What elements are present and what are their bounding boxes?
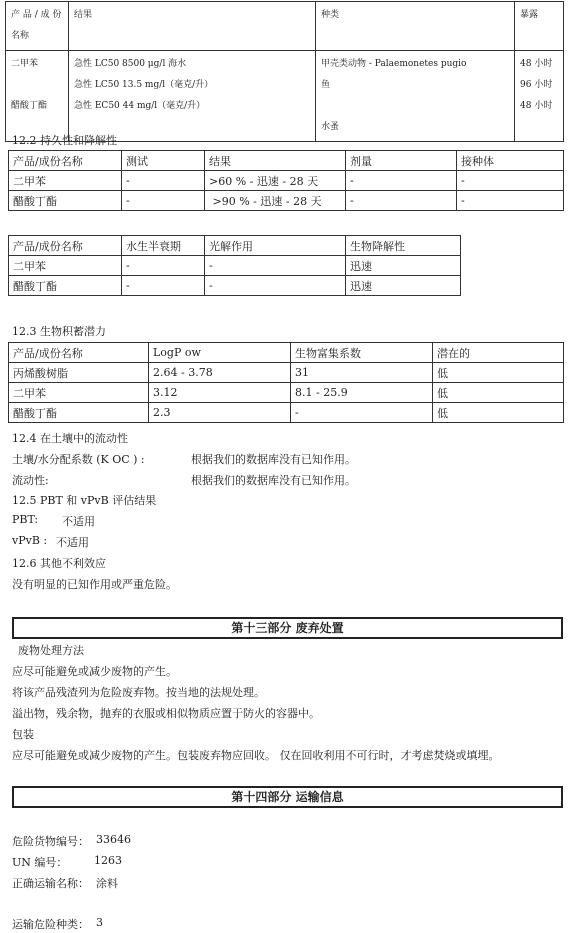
header-cell: 水生半衰期: [122, 236, 205, 256]
hazard-class-label: 运输危险种类：: [12, 918, 89, 931]
table-row: [9, 191, 564, 211]
exposure-cell: [515, 51, 564, 142]
table-row: [9, 276, 461, 296]
dg-number-label: 危险货物编号：: [12, 835, 89, 848]
header-cell: 产品/成份名称: [9, 236, 122, 256]
pbt-value: 不适用: [62, 515, 95, 528]
un-number-value: 1263: [94, 854, 122, 867]
koc-value: 根据我们的数据库没有已知作用。: [191, 453, 356, 466]
table-row: [9, 383, 564, 403]
table-cell: -: [346, 191, 457, 211]
table-header-row: [9, 343, 564, 363]
table-cell: -: [122, 191, 205, 211]
exposure-line: 48 小时: [520, 59, 553, 69]
table-cell: >60 % - 迅速 - 28 天: [205, 171, 346, 191]
header-cell: 潜在的: [433, 343, 564, 363]
species-line: 鱼: [321, 80, 331, 90]
result-line: 急性 LC50 13.5 mg/l（毫克/升）: [74, 80, 214, 90]
table-cell: 2.64 - 3.78: [149, 363, 291, 383]
result-line: 急性 EC50 44 mg/l（毫克/升）: [74, 101, 206, 111]
result-line: 急性 LC50 8500 μg/l 海水: [74, 59, 187, 69]
persistence-table: [8, 150, 564, 211]
dg-number-value: 33646: [96, 833, 131, 846]
section-12-2-heading: 12.2 持久性和降解性: [12, 134, 117, 147]
section-13-banner: 第十三部分 废弃处置: [12, 617, 563, 639]
result-cell: [69, 51, 316, 142]
species-line: 甲壳类动物 - Palaemonetes pugio: [321, 59, 467, 69]
table-cell: 低: [433, 383, 564, 403]
table-cell: -: [122, 171, 205, 191]
name-cell: [6, 51, 69, 142]
table-header-row: [9, 151, 564, 171]
header-cell: 产 品 / 成 份名称: [6, 2, 69, 51]
table-header-row: [9, 236, 461, 256]
un-number-label: UN 编号：: [12, 856, 68, 869]
section-14-banner: 第十四部分 运输信息: [12, 786, 563, 808]
table-cell: -: [457, 191, 564, 211]
header-cell: 产品/成份名称: [9, 151, 122, 171]
table-cell: 醋酸丁酯: [9, 276, 122, 296]
mobility-label: 流动性:: [12, 474, 49, 487]
section-12-4-heading: 12.4 在土壤中的流动性: [12, 432, 128, 445]
shipping-name-label: 正确运输名称：: [12, 877, 89, 890]
table-cell: -: [346, 171, 457, 191]
degradation-table: [8, 235, 461, 296]
table-cell: 醋酸丁酯: [9, 191, 122, 211]
packaging-text: 应尽可能避免或减少废物的产生。包装废弃物应回收。 仅在回收利用不可行时，才考虑焚烧或填埋。: [12, 749, 500, 762]
waste-line: 应尽可能避免或减少废物的产生。: [12, 665, 177, 678]
header-cell: 测试: [122, 151, 205, 171]
substance-name: 二甲苯: [11, 59, 39, 69]
koc-label: 土壤/水分配系数 (K OC ) :: [12, 453, 145, 466]
table-row: [9, 363, 564, 383]
table-row: [9, 171, 564, 191]
table-cell: 低: [433, 363, 564, 383]
waste-line: 溢出物，残余物，抛弃的衣服或相似物质应置于防火的容器中。: [12, 707, 320, 720]
table-cell: 3.12: [149, 383, 291, 403]
table-cell: -: [122, 256, 205, 276]
table-cell: -: [122, 276, 205, 296]
header-cell: 结果: [69, 2, 316, 51]
table-cell: 2.3: [149, 403, 291, 423]
header-cell: 剂量: [346, 151, 457, 171]
table-cell: 丙烯酸树脂: [9, 363, 149, 383]
section-12-6-heading: 12.6 其他不利效应: [12, 557, 106, 570]
mobility-value: 根据我们的数据库没有已知作用。: [191, 474, 356, 487]
table-cell: 低: [433, 403, 564, 423]
table-cell: -: [205, 276, 346, 296]
table-cell: 二甲苯: [9, 171, 122, 191]
pbt-label: PBT:: [12, 513, 39, 526]
header-cell: 光解作用: [205, 236, 346, 256]
species-cell: [316, 51, 515, 142]
waste-method-heading: 废物处理方法: [18, 644, 84, 657]
substance-name: 醋酸丁酯: [11, 101, 48, 111]
table-row: [9, 403, 564, 423]
header-cell: 接种体: [457, 151, 564, 171]
table-cell: 二甲苯: [9, 383, 149, 403]
packaging-heading: 包装: [12, 728, 34, 741]
header-cell: LogP ow: [149, 343, 291, 363]
section-12-6-text: 没有明显的已知作用或严重危险。: [12, 578, 177, 591]
table-cell: 31: [291, 363, 433, 383]
header-cell: 种类: [316, 2, 515, 51]
bioaccumulation-table: [8, 342, 564, 423]
table-row: [9, 256, 461, 276]
table-cell: -: [457, 171, 564, 191]
section-12-5-heading: 12.5 PBT 和 vPvB 评估结果: [12, 494, 157, 507]
header-cell: 暴露: [515, 2, 564, 51]
table-cell: 醋酸丁酯: [9, 403, 149, 423]
section-12-3-heading: 12.3 生物积蓄潜力: [12, 325, 106, 338]
table-cell: 迅速: [346, 276, 461, 296]
header-cell: 生物降解性: [346, 236, 461, 256]
table-cell: 二甲苯: [9, 256, 122, 276]
vpvb-value: 不适用: [56, 536, 89, 549]
shipping-name-value: 涂料: [96, 877, 118, 890]
table-cell: 迅速: [346, 256, 461, 276]
vpvb-label: vPvB :: [12, 534, 48, 547]
waste-line: 将该产品残渣列为危险废弃物。按当地的法规处理。: [12, 686, 265, 699]
header-cell: 结果: [205, 151, 346, 171]
table-cell: >90 % - 迅速 - 28 天: [205, 191, 346, 211]
header-cell: 生物富集系数: [291, 343, 433, 363]
species-line: 水蚤: [321, 122, 340, 132]
table-cell: -: [205, 256, 346, 276]
exposure-line: 96 小时: [520, 80, 553, 90]
table-cell: 8.1 - 25.9: [291, 383, 433, 403]
table-cell: -: [291, 403, 433, 423]
exposure-line: 48 小时: [520, 101, 553, 111]
table-row: [6, 51, 564, 142]
header-cell: 产品/成份名称: [9, 343, 149, 363]
table-header-row: [6, 2, 564, 51]
toxicity-table: [5, 1, 564, 142]
hazard-class-value: 3: [96, 916, 103, 929]
